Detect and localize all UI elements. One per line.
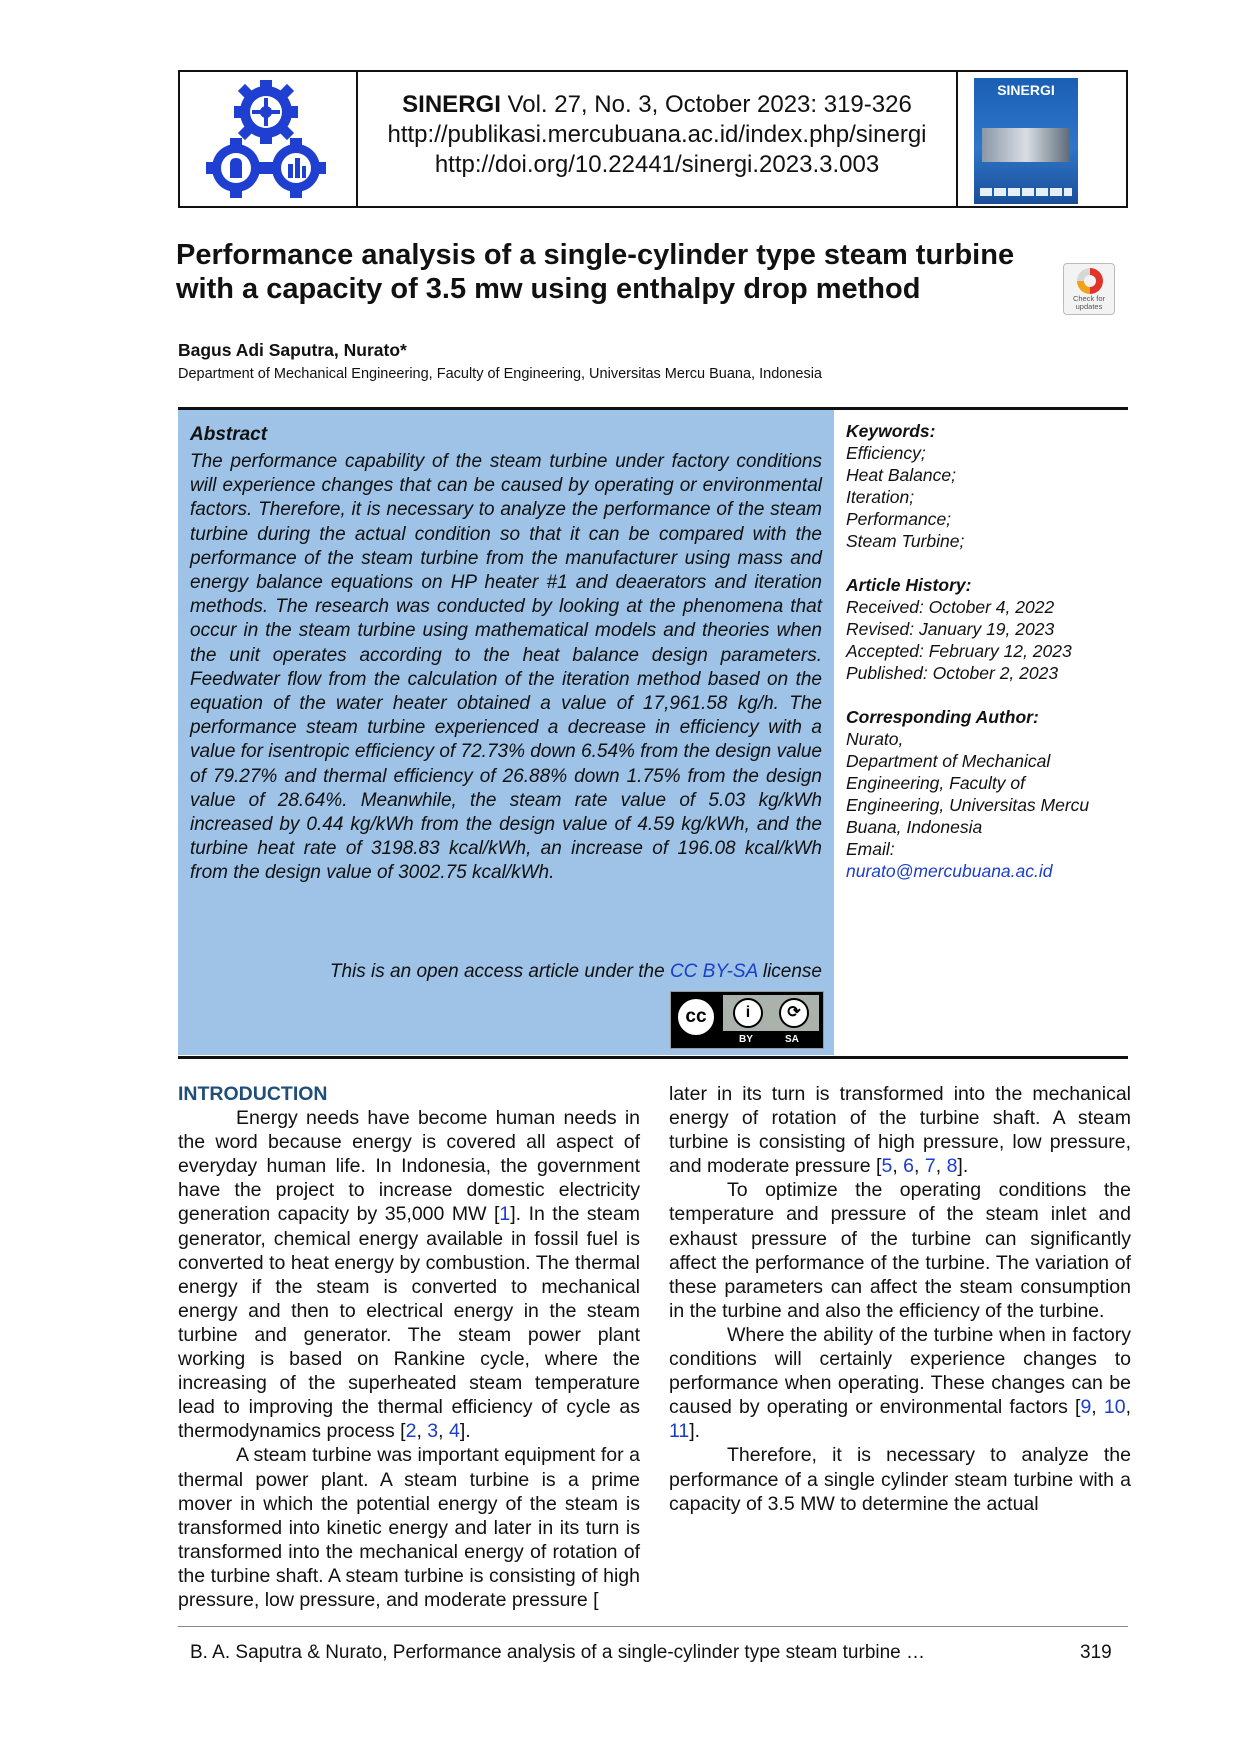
citation-link[interactable]: 5 (881, 1155, 893, 1178)
citation-link[interactable]: 1 (499, 1203, 511, 1226)
corresponding-line: Department of Mechanical (846, 751, 1051, 771)
citation-link[interactable]: 3 (427, 1420, 439, 1443)
keyword-item: Performance; (846, 509, 952, 529)
keyword-item: Efficiency; (846, 443, 926, 463)
corresponding-email[interactable]: nurato@mercubuana.ac.id (846, 861, 1053, 881)
keyword-item: Heat Balance; (846, 465, 956, 485)
keywords-heading: Keywords: (846, 421, 936, 441)
journal-doi[interactable]: http://doi.org/10.22441/sinergi.2023.3.003 (434, 151, 880, 178)
section-heading: INTRODUCTION (178, 1083, 328, 1105)
paragraph: Therefore, it is necessary to analyze the performance of a single cylinder steam turbine with a capacity of 3.5 MW to determine the actual (669, 1444, 1131, 1515)
citation-link[interactable]: 11 (669, 1420, 690, 1443)
history-heading: Article History: (846, 575, 972, 595)
citation-link[interactable]: 4 (449, 1420, 460, 1443)
license-suffix: license (762, 961, 822, 982)
citation-link[interactable]: 7 (924, 1155, 936, 1178)
citation-link[interactable]: 9 (1080, 1396, 1092, 1419)
corresponding-line: Nurato, (846, 729, 904, 749)
journal-header (178, 70, 1128, 208)
journal-url[interactable]: http://publikasi.mercubuana.ac.id/index.php/sinergi (387, 121, 927, 148)
corresponding-line: Engineering, Faculty of (846, 773, 1025, 793)
body-column-left (178, 1082, 640, 1611)
footer-citation: B. A. Saputra & Nurato, Performance analysis of a single-cylinder type steam turbine … (190, 1642, 926, 1663)
cc-by-sa-badge[interactable] (670, 991, 824, 1049)
keywords-block (846, 420, 1128, 552)
history-published: Published: October 2, 2023 (846, 663, 1059, 683)
citation-link[interactable]: 2 (405, 1420, 417, 1443)
license-prefix: This is an open access article under the (329, 961, 665, 982)
paragraph-text: A steam turbine was important equipment for a thermal power plant. A steam turbine is a prime mover in which the potential energy of the steam is transformed into kinetic energy and later in its turn is transformed into the mechanical energy of rotation of the turbine shaft. A steam turbine is consisting of high pressure, low pressure, and moderate pressure [ (178, 1444, 640, 1611)
corresponding-author-block (846, 706, 1128, 882)
keyword-item: Steam Turbine; (846, 531, 965, 551)
body-column-right (669, 1082, 1131, 1516)
check-badge-line1: Check for (1072, 294, 1106, 303)
corresponding-line: Buana, Indonesia (846, 817, 983, 837)
paragraph: To optimize the operating conditions the temperature and pressure of the steam inlet and exhaust pressure of the turbine can significantly affect the performance of the turbine. The variation of these parameters can affect the steam consumption in the turbine and also the efficiency of the turbine. (669, 1179, 1131, 1322)
citation-link[interactable]: 10 (1103, 1396, 1126, 1419)
header-citation (358, 90, 956, 180)
gears-logo-icon (180, 72, 352, 204)
crossmark-icon (1077, 268, 1103, 294)
keyword-item: Iteration; (846, 487, 915, 507)
share-alike-icon: ⟳ (779, 998, 809, 1028)
journal-name: SINERGI (402, 91, 501, 118)
license-link[interactable]: CC BY-SA (669, 961, 758, 982)
paragraph-continued: later in its turn is transformed into the mechanical energy of rotation of the turbine shaft. A steam turbine is consisting of high pressure, low pressure, and moderate pressure [5, 6, 7, 8]. (669, 1083, 1131, 1178)
affiliation: Department of Mechanical Engineering, Faculty of Engineering, Universitas Mercu Buana, Indonesia (178, 366, 822, 382)
footer-divider (178, 1626, 1128, 1627)
cover-image (974, 78, 1078, 204)
history-accepted: Accepted: February 12, 2023 (846, 641, 1072, 661)
cc-sa-label: SA (785, 1034, 799, 1045)
cover-strip (980, 188, 1072, 196)
paragraph-text: ]. (957, 1155, 969, 1178)
cover-photo (982, 128, 1070, 162)
cc-icon: cc (675, 996, 717, 1038)
corresponding-line: Email: (846, 839, 895, 859)
divider (178, 1056, 1128, 1059)
paragraph (178, 1443, 640, 1611)
paper-title: Performance analysis of a single-cylinder type steam turbine with a capacity of 3.5 mw using enthalpy drop method (176, 239, 1015, 305)
corresponding-heading: Corresponding Author: (846, 707, 1039, 727)
paragraph: Where the ability of the turbine when in factory conditions will certainly experience changes to performance when operating. These changes can be caused by operating or environmental factors [9, 10, 11]. (669, 1323, 1131, 1443)
license-statement (190, 961, 822, 983)
citation-link[interactable]: 8 (946, 1155, 958, 1178)
cover-title: SINERGI (997, 82, 1055, 98)
journal-cover (956, 72, 1126, 206)
paragraph-text: ]. In the steam generator, chemical energy available in fossil fuel is converted to heat energy by combustion. The thermal energy if the steam is converted to mechanical energy and then to electrical energy in the steam turbine and generator. The steam power plant working is based on Rankine cycle, where the increasing of the superheated steam temperature lead to improving the thermal efficiency of cycle as thermodynamics process [ (178, 1203, 640, 1443)
journal-volume: Vol. 27, No. 3, October 2023: 319-326 (507, 91, 912, 118)
check-badge-line2: updates (1075, 302, 1103, 311)
paragraph-text: ]. (689, 1420, 701, 1443)
journal-logo (180, 72, 358, 206)
history-received: Received: October 4, 2022 (846, 597, 1055, 617)
paragraph: Energy needs have become human needs in the word because energy is covered all aspect of everyday human life. In Indonesia, the government have the project to increase domestic electricity generation capacity by 35,000 MW [1]. In the steam generator, chemical energy available in fossil fuel is converted to heat energy by combustion. The thermal energy if the steam is converted to mechanical energy and then to electrical energy in the steam turbine and generator. The steam power plant working is based on Rankine cycle, where the increasing of the superheated steam temperature lead to improving the thermal efficiency of cycle as thermodynamics process [2, 3, 4]. (178, 1107, 640, 1443)
abstract-heading: Abstract (190, 424, 268, 445)
paragraph-text: Energy needs have become human needs in the word because energy is covered all aspect of everyday human life. In Indonesia, the government have the project to increase domestic electricity generation capacity by 35,000 MW [ (178, 1107, 640, 1226)
article-history-block (846, 574, 1128, 684)
corresponding-line: Engineering, Universitas Mercu (846, 795, 1090, 815)
cc-by-label: BY (739, 1034, 753, 1045)
citation-link[interactable]: 6 (903, 1155, 915, 1178)
abstract-text: The performance capability of the steam turbine under factory conditions will experience changes that can be caused by operating or environmental factors. Therefore, it is necessary to analyze the performance of the steam turbine during the actual condition so that it can be compared with the performance of the steam turbine from the manufacturer using mass and energy balance equations on HP heater #1 and deaerators and iteration methods. The research was conducted by looking at the phenomena that occur in the steam turbine using mathematical models and theories when the unit operates according to the heat balance design parameters. Feedwater flow from the calculation of the iteration method based on the equation of the water heater obtained a value of 17,961.58 kg/h. The performance steam turbine experienced a decrease in efficiency with a value for isentropic efficiency of 72.73% down 6.54% from the design value of 79.27% and thermal efficiency of 26.88% down 1.75% from the design value of 28.64%. Meanwhile, the steam rate value of 5.03 kg/kWh increased by 0.44 kg/kWh from the design value of 4.59 kg/kWh, and the turbine heat rate of 3198.83 kcal/kWh, an increase of 196.08 kcal/kWh from the design value of 3002.75 kcal/kWh. (190, 451, 822, 884)
page-number: 319 (1080, 1642, 1112, 1663)
paragraph-text: ]. (459, 1420, 471, 1443)
attribution-icon: i (733, 998, 763, 1028)
history-revised: Revised: January 19, 2023 (846, 619, 1055, 639)
paragraph-text: Where the ability of the turbine when in factory conditions will certainly experience changes to performance when operating. These changes can be caused by operating or environmental factors [ (669, 1323, 1131, 1419)
check-for-updates-badge[interactable] (1063, 263, 1115, 315)
authors: Bagus Adi Saputra, Nurato* (178, 340, 407, 360)
